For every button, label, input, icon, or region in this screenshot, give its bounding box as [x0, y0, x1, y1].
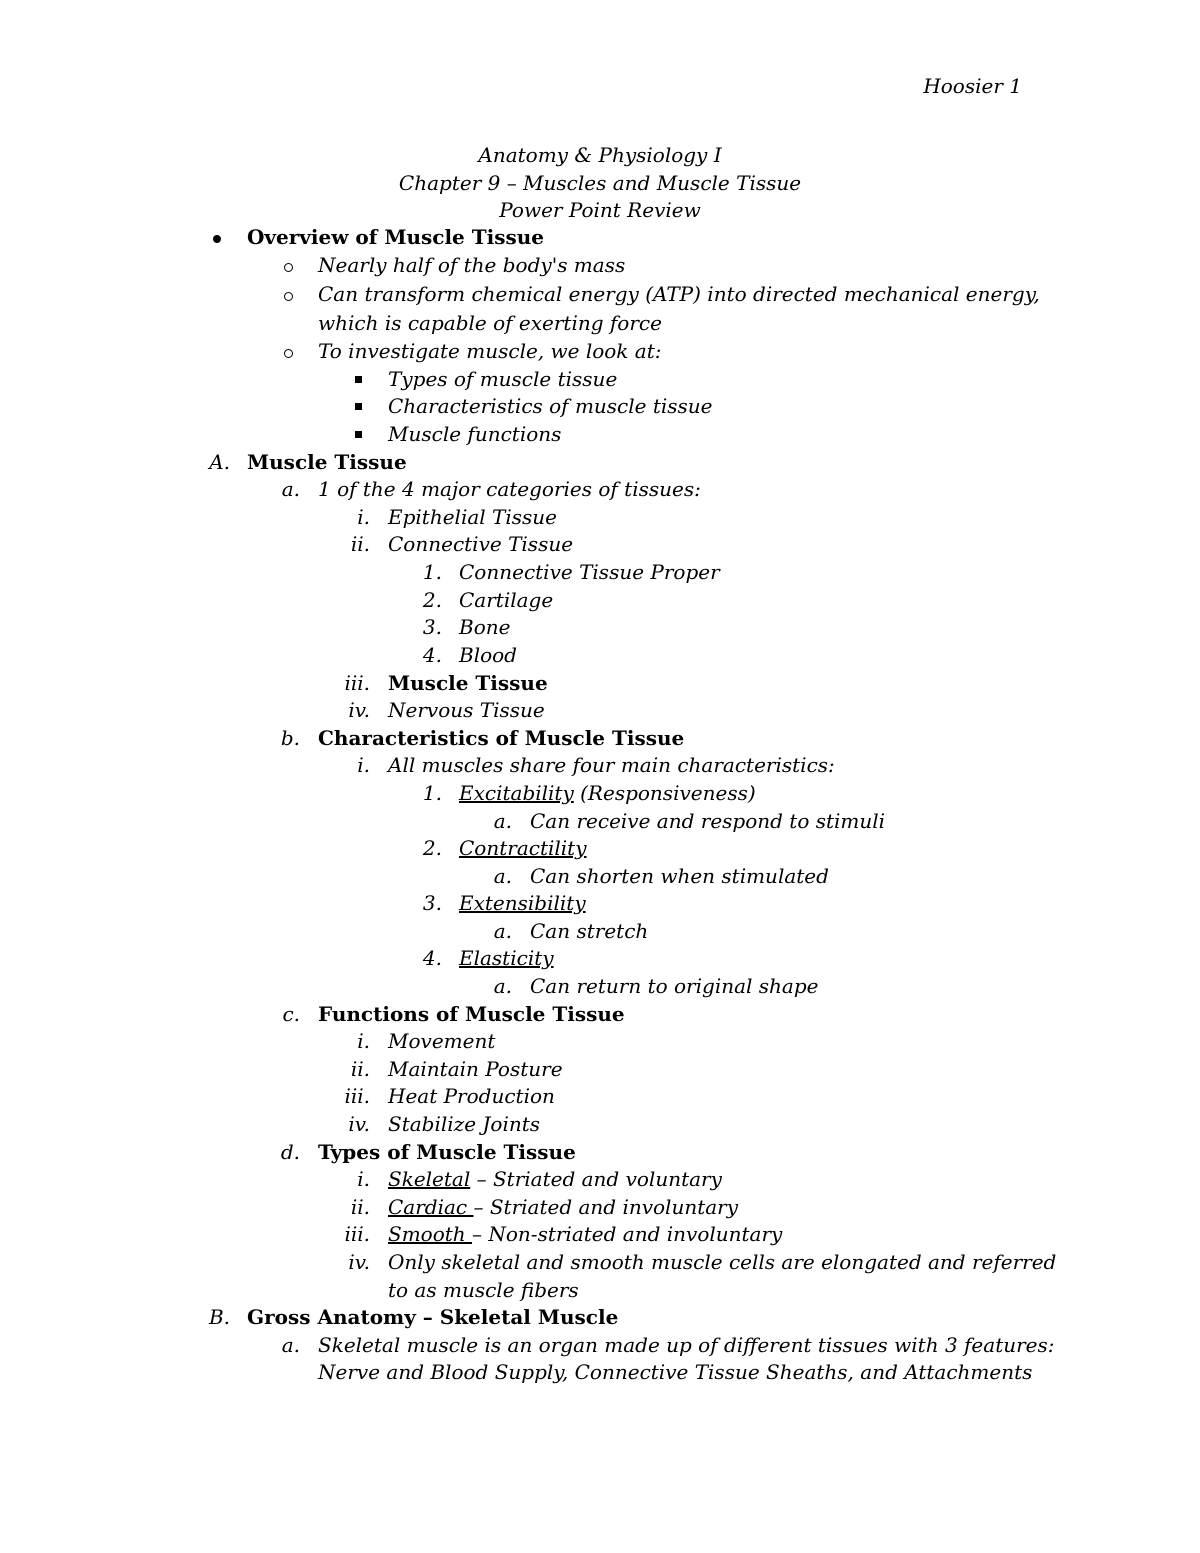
section-b-heading: Gross Anatomy – Skeletal Muscle — [247, 1305, 619, 1329]
item-marker: c. — [282, 1002, 300, 1026]
item-marker: ii. — [350, 532, 370, 556]
subsection-heading: Types of Muscle Tissue — [318, 1140, 576, 1164]
type-term: Skeletal — [388, 1167, 471, 1191]
item-text-continued: Nerve and Blood Supply, Connective Tissue Sheaths, and Attachments — [318, 1360, 1033, 1384]
item-text: All muscles share four main characteristics: — [388, 753, 835, 777]
item-marker: iii. — [344, 1084, 370, 1108]
item-marker: i. — [357, 505, 370, 529]
item-marker: 2. — [422, 588, 442, 612]
type-term: Cardiac — [388, 1195, 474, 1219]
characteristic-item — [459, 835, 587, 863]
function-item: Stabilize Joints — [388, 1112, 541, 1136]
overview-sub-item: Types of muscle tissue — [388, 367, 618, 391]
item-marker: iii. — [344, 1222, 370, 1246]
item-marker: 1. — [422, 781, 442, 805]
function-item: Heat Production — [388, 1084, 555, 1108]
type-item — [388, 1221, 782, 1249]
review-title: Power Point Review — [499, 198, 701, 222]
section-a-heading: Muscle Tissue — [247, 450, 407, 474]
course-title: Anatomy & Physiology I — [478, 143, 722, 167]
item-marker: 2. — [422, 836, 442, 860]
type-description: – Striated and involuntary — [473, 1195, 739, 1219]
bullet-disc-icon — [213, 235, 221, 243]
characteristic-term: Elasticity — [459, 946, 554, 970]
item-marker: 3. — [422, 615, 442, 639]
tissue-item-bold: Muscle Tissue — [388, 671, 548, 695]
bullet-circle-icon — [284, 292, 293, 301]
item-marker: iv. — [348, 1250, 370, 1274]
type-note-continued: to as muscle fibers — [388, 1278, 579, 1302]
item-marker: ii. — [350, 1057, 370, 1081]
overview-sub-item: Characteristics of muscle tissue — [388, 394, 713, 418]
characteristic-detail: Can stretch — [530, 919, 649, 943]
characteristic-detail: Can shorten when stimulated — [530, 864, 829, 888]
type-note: Only skeletal and smooth muscle cells are elongated and referred — [388, 1250, 1057, 1274]
item-marker: iv. — [348, 698, 370, 722]
item-marker: iii. — [344, 671, 370, 695]
characteristic-item — [459, 945, 554, 973]
item-marker: 4. — [422, 946, 442, 970]
bullet-square-icon — [355, 403, 362, 410]
item-marker: a. — [281, 477, 300, 501]
item-marker: i. — [357, 753, 370, 777]
characteristic-detail: Can return to original shape — [530, 974, 819, 998]
chapter-title: Chapter 9 – Muscles and Muscle Tissue — [398, 170, 802, 195]
connective-item: Blood — [459, 643, 517, 667]
bullet-circle-icon — [284, 263, 293, 272]
overview-item: Can transform chemical energy (ATP) into directed mechanical energy, — [318, 282, 1040, 306]
characteristic-item — [459, 890, 586, 918]
overview-item: Nearly half of the body's mass — [318, 253, 626, 277]
function-item: Movement — [388, 1029, 496, 1053]
overview-item: To investigate muscle, we look at: — [318, 339, 662, 363]
type-description: – Non-striated and involuntary — [472, 1222, 783, 1246]
overview-heading: Overview of Muscle Tissue — [247, 225, 545, 249]
item-text: 1 of the 4 major categories of tissues: — [318, 477, 701, 501]
title-block — [0, 142, 1200, 225]
tissue-item: Connective Tissue — [388, 532, 574, 556]
bullet-square-icon — [355, 431, 362, 438]
connective-item: Cartilage — [459, 588, 554, 612]
section-marker: A. — [209, 450, 230, 474]
type-term: Smooth — [388, 1222, 473, 1246]
item-marker: i. — [357, 1167, 370, 1191]
item-marker: a. — [493, 919, 512, 943]
bullet-circle-icon — [284, 349, 293, 358]
item-marker: iv. — [348, 1112, 370, 1136]
item-text: Skeletal muscle is an organ made up of different tissues with 3 features: — [318, 1333, 1055, 1357]
connective-item: Bone — [459, 615, 511, 639]
bullet-square-icon — [355, 376, 362, 383]
characteristic-term: Excitability — [459, 781, 574, 805]
item-marker: a. — [493, 809, 512, 833]
characteristic-item — [459, 780, 756, 808]
section-marker: B. — [208, 1305, 230, 1329]
function-item: Maintain Posture — [388, 1057, 563, 1081]
subsection-heading: Characteristics of Muscle Tissue — [318, 726, 685, 750]
item-marker: a. — [493, 864, 512, 888]
item-marker: ii. — [350, 1195, 370, 1219]
item-marker: 4. — [422, 643, 442, 667]
connective-item: Connective Tissue Proper — [459, 560, 720, 584]
tissue-item: Epithelial Tissue — [388, 505, 558, 529]
overview-sub-item: Muscle functions — [388, 422, 562, 446]
item-marker: 1. — [422, 560, 442, 584]
type-item — [388, 1194, 738, 1222]
item-marker: b. — [280, 726, 300, 750]
subsection-heading: Functions of Muscle Tissue — [318, 1002, 625, 1026]
overview-item-continued: which is capable of exerting force — [318, 311, 662, 335]
tissue-item: Nervous Tissue — [388, 698, 545, 722]
characteristic-term: Contractility — [459, 836, 587, 860]
page-header: Hoosier 1 — [923, 74, 1022, 98]
item-marker: i. — [357, 1029, 370, 1053]
characteristic-note: (Responsiveness) — [573, 781, 756, 805]
type-description: – Striated and voluntary — [470, 1167, 722, 1191]
item-marker: d. — [280, 1140, 300, 1164]
type-item — [388, 1166, 722, 1194]
item-marker: 3. — [422, 891, 442, 915]
item-marker: a. — [281, 1333, 300, 1357]
characteristic-term: Extensibility — [459, 891, 586, 915]
characteristic-detail: Can receive and respond to stimuli — [530, 809, 886, 833]
item-marker: a. — [493, 974, 512, 998]
